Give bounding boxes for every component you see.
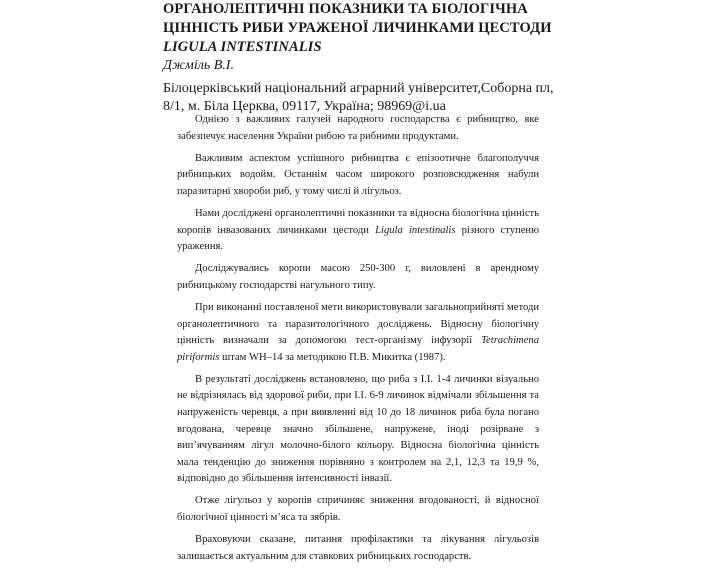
abstract-body <box>177 112 539 571</box>
paragraph-5-text-b: штам WH–14 за методикою П.В. Микитка (1987). <box>219 351 446 363</box>
affiliation <box>163 80 563 116</box>
organism-name: Tetrachimena piriformis <box>177 335 539 363</box>
title-line-3: LIGULA INTESTINALIS <box>163 39 322 55</box>
affiliation-line-1: Білоцерківський національний аграрний університет,Соборна пл, <box>163 81 554 96</box>
author-name: Джміль В.І. <box>163 58 234 73</box>
title-line-1: ОРГАНОЛЕПТИЧНІ ПОКАЗНИКИ ТА БІОЛОГІЧНА <box>163 1 528 17</box>
paragraph-7: Отже лігульоз у коропів спричиняє зниження вгодованості, й відносної біологічної цінності м’яса та зябрів. <box>177 495 539 524</box>
paragraph-8: Враховуючи сказане, питання профілактики та лікування лігульозів залишається актуальним для ставкових рибницьких господарств. <box>177 534 539 562</box>
paragraph-3-text-a: Нами досліджені органолептичні показники та відносна біологічна цінність коропів інвазованих личинками цестоди <box>177 207 539 236</box>
affiliation-line-2: 8/1, м. Біла Церква, 09117, Україна; 98969@i.ua <box>163 99 446 114</box>
paragraph-5 <box>177 300 539 366</box>
paragraph-4: Досліджувались коропи масою 250-300 г, виловлені в арендному рибницькому господарстві нагульного типу. <box>177 263 539 291</box>
title-line-2: ЦІННІСТЬ РИБИ УРАЖЕНОЇ ЛИЧИНКАМИ ЦЕСТОДИ <box>163 20 552 36</box>
paragraph-5-text-a: При виконанні поставленої мети використовували загальноприйняті методи органолептичного та паразитологічного досліджень. Відносну біологічну цінність визначали за допомогою тест-організму інфузорії <box>177 301 539 347</box>
paragraph-3 <box>177 206 539 256</box>
paragraph-2: Важливим аспектом успішного рибництва є епізоотичне благополуччя рибницьких водойм. Останнім часом широкого розповсюдження набули паразитарні хвороби риб, у тому числі й лігульоз. <box>177 152 539 197</box>
paragraph-3-text-b: різного ступеню ураження. <box>177 224 539 253</box>
paragraph-6: В результаті досліджень встановлено, що риба з І.І. 1-4 личинки візуально не відрізнялась від здорової риби, при І.І. 6-9 личинок відмічали збільшення та напруженість черевця, а при виявленні від 10 до 18 личинок риба була погано вгодована, черевце значно збільшене, напружене, іноді розірване з вип’ячуванням лігул молочно-білого кольору. Відносна біологічна цінність мала тенденцію до зниження порівняно з контролем на 2,1, 12,3 та 19,9 %, відповідно до збільшення інтенсивності інвазії. <box>177 373 539 485</box>
species-name: Ligula intestinalis <box>375 224 456 236</box>
paper-title <box>163 0 563 57</box>
paragraph-1: Однією з важливих галузей народного господарства є рибництво, яке забезпечує населення України рибою та рибними продуктами. <box>177 114 539 142</box>
